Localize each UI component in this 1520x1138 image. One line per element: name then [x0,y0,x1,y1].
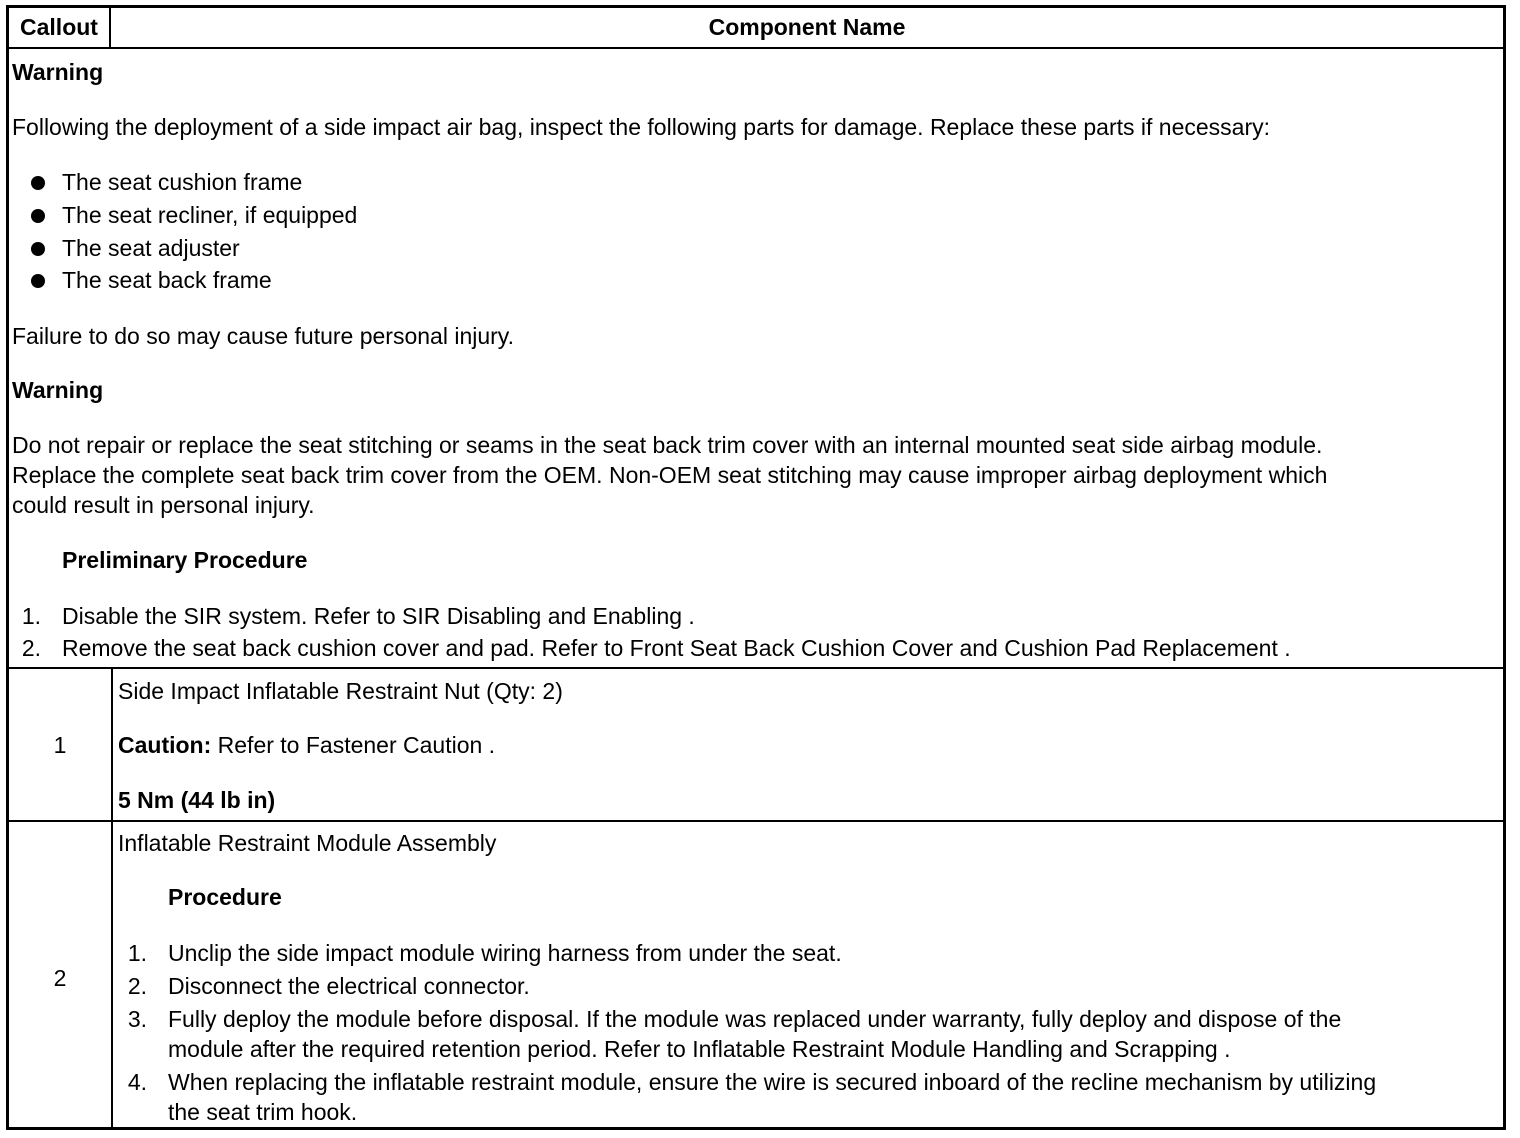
list-item: The seat cushion frame [62,169,303,195]
procedure-step-3-line-1: Fully deploy the module before disposal. If the module was replaced under warranty, fully deploy and dispose of the [168,1006,1342,1032]
row-divider [9,667,1503,669]
step-number: 3. [127,1006,147,1032]
callout-number-2: 2 [53,965,67,991]
prelim-step-1: Disable the SIR system. Refer to SIR Disabling and Enabling . [62,603,695,629]
step-number: 4. [127,1069,147,1095]
step-number: 2. [127,973,147,999]
column-divider [111,822,113,1127]
caution-reference: Refer to Fastener Caution . [211,732,496,758]
list-item: The seat back frame [62,267,272,293]
torque-spec: 5 Nm (44 lb in) [118,787,276,813]
row-divider [9,820,1503,822]
list-item: The seat recliner, if equipped [62,202,358,228]
component-name-1: Side Impact Inflatable Restraint Nut (Qty: 2) [118,678,563,704]
bullet-icon [31,274,45,288]
callout-header: Callout [9,8,111,47]
procedure-step-4-line-2: the seat trim hook. [168,1099,358,1125]
warning-title-1: Warning [12,59,104,85]
procedure-step-3-line-2: module after the required retention period. Refer to Inflatable Restraint Module Handling and Scrapping . [168,1036,1231,1062]
prelim-step-2: Remove the seat back cushion cover and pad. Refer to Front Seat Back Cushion Cover and Cushion Pad Replacement . [62,635,1291,661]
procedure-step-1: Unclip the side impact module wiring harness from under the seat. [168,940,842,966]
warning-text-2-line-2: Replace the complete seat back trim cover from the OEM. Non-OEM seat stitching may cause improper airbag deployment which [12,462,1328,488]
procedure-step-4-line-1: When replacing the inflatable restraint module, ensure the wire is secured inboard of the recline mechanism by utilizing [168,1069,1377,1095]
column-divider [111,669,113,820]
bullet-icon [31,242,45,256]
component-name-header: Component Name [708,14,906,40]
caution-text [118,730,495,760]
warning-text-1: Following the deployment of a side impact air bag, inspect the following parts for damage. Replace these parts if necessary: [12,114,1271,140]
procedure-step-2: Disconnect the electrical connector. [168,973,530,999]
preliminary-procedure-title: Preliminary Procedure [62,547,308,573]
warning-footer-1: Failure to do so may cause future personal injury. [12,323,514,349]
bullet-icon [31,209,45,223]
step-number: 2. [21,635,41,661]
caution-label: Caution: [118,732,212,758]
warning-title-2: Warning [12,377,104,403]
component-name-2: Inflatable Restraint Module Assembly [118,830,497,856]
procedure-title: Procedure [168,884,282,910]
step-number: 1. [21,603,41,629]
table-header [9,8,1503,49]
warning-text-2-line-1: Do not repair or replace the seat stitching or seams in the seat back trim cover with an internal mounted seat side airbag module. [12,432,1323,458]
step-number: 1. [127,940,147,966]
bullet-icon [31,176,45,190]
list-item: The seat adjuster [62,235,240,261]
callout-number-1: 1 [53,732,67,758]
component-table [6,5,1506,1130]
warning-text-2-line-3: could result in personal injury. [12,492,315,518]
